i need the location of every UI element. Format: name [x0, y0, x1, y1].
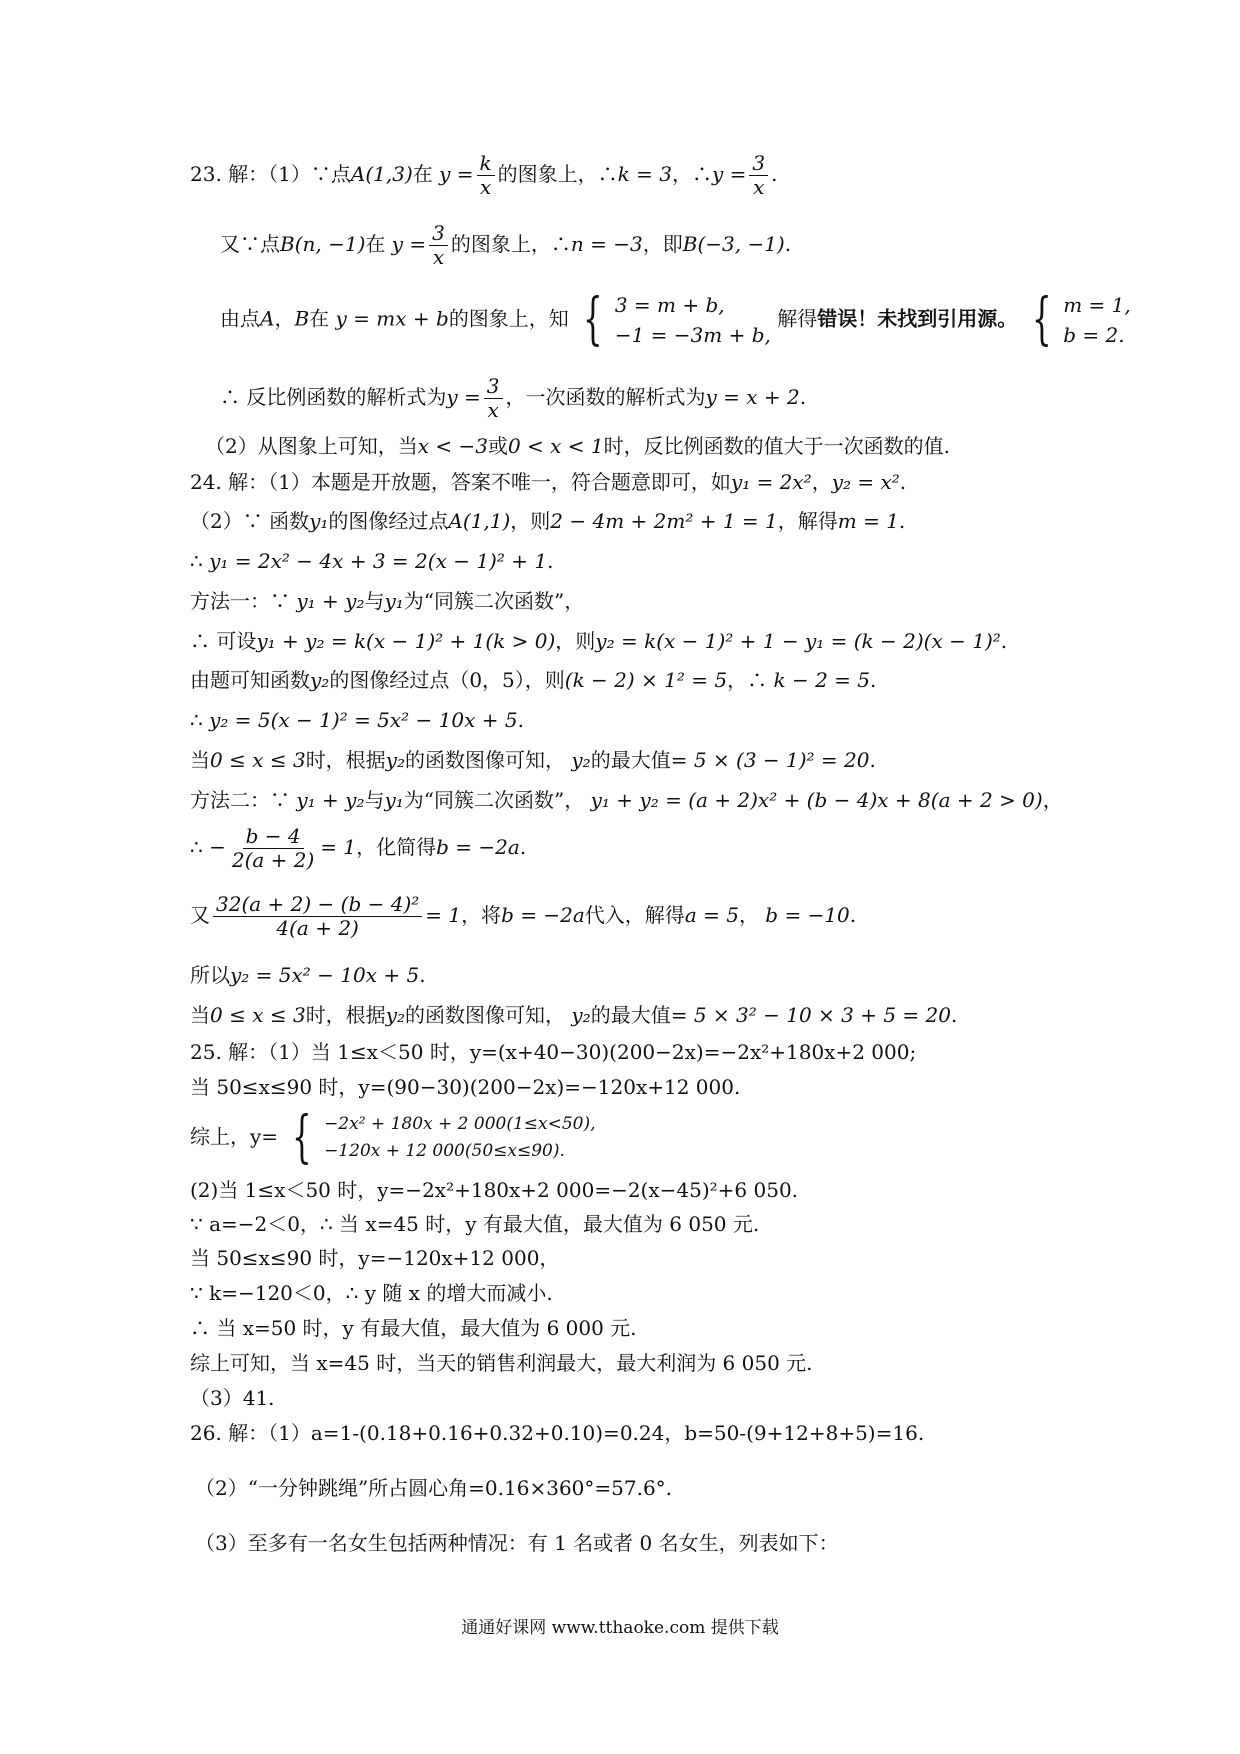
q24-line-11: 又 $\frac{\text{32(a + 2) − (b − 4)²}}{4(a + 2)}$ = 1，将b = −2a代入，解得a = 5， b = −10. — [190, 892, 857, 940]
q25-line-2: 当 50≤x≤90 时，y=(90−30)(200−2x)=−120x+12 000. — [190, 1075, 741, 1099]
q26-line-2: （2）“一分钟跳绳”所占圆心角=0.16×360°=57.6°. — [195, 1476, 673, 1500]
q25-line-9: 综上可知，当 x=45 时，当天的销售利润最大，最大利润为 6 050 元. — [190, 1351, 813, 1375]
q24-line-2: （2）∵ 函数y₁的图像经过点A(1,1)，则2 − 4m + 2m² + 1 = 1，解得m = 1. — [190, 509, 906, 533]
q25-line-4: (2)当 1≤x＜50 时，y=−2x²+180x+2 000=−2(x−45)²+6 050. — [190, 1178, 799, 1202]
fraction-vertex-formula: $\frac{\text{32(a + 2) − (b − 4)²}}{4(a + 2)}$ — [213, 893, 422, 940]
q23-line-3: 由点A，B在 y = mx + b的图象上，知 { 3 = m + b, −1 = −3m + b, 解得错误！未找到引用源。 { m = 1, b = 2. — [220, 287, 1131, 352]
piecewise-function: { −2x² + 180x + 2 000(1≤x<50), −120x + 12 000(50≤x≤90). — [292, 1105, 596, 1170]
equation-system-1: { 3 = m + b, −1 = −3m + b, — [583, 287, 771, 352]
q23-line-1: 23. 解：（1）∵点A(1,3)在 y = $\frac{k}{x}$ 的图象上，∴k = 3，∴y = $\frac{3}{x}$ . — [190, 151, 778, 199]
q25-line-5: ∵ a=−2＜0，∴ 当 x=45 时，y 有最大值，最大值为 6 050 元. — [190, 1212, 760, 1236]
q24-line-9: 方法二：∵ y₁ + y₂与y₁为“同簇二次函数”， y₁ + y₂ = (a + 2)x² + (b − 4)x + 8(a + 2 > 0)， — [190, 788, 1063, 812]
q24-line-3: ∴ y₁ = 2x² − 4x + 3 = 2(x − 1)² + 1. — [190, 549, 554, 573]
reference-error-text: 错误！未找到引用源。 — [817, 306, 1018, 331]
q25-line-8: ∴ 当 x=50 时，y 有最大值，最大值为 6 000 元. — [190, 1316, 637, 1340]
equation-system-2: { m = 1, b = 2. — [1031, 287, 1131, 352]
q25-line-7: ∵ k=−120＜0，∴ y 随 x 的增大而减小. — [190, 1281, 553, 1305]
q26-line-3: （3）至多有一名女生包括两种情况：有 1 名或者 0 名女生，列表如下： — [195, 1531, 839, 1555]
q24-line-1: 24. 解：（1）本题是开放题，答案不唯一，符合题意即可，如y₁ = 2x²，y₂ = x². — [190, 470, 907, 494]
q25-line-1: 25. 解：（1）当 1≤x＜50 时，y=(x+40−30)(200−2x)=−2x²+180x+2 000; — [190, 1040, 917, 1064]
fraction-b-minus-4: $\frac{b - 4}{2(a + 2)}$ — [231, 824, 315, 872]
fraction-k-over-x: $\frac{k}{x}$ — [477, 152, 495, 199]
q25-line-6: 当 50≤x≤90 时，y=−120x+12 000， — [190, 1246, 560, 1270]
q24-line-5: ∴ 可设y₁ + y₂ = k(x − 1)² + 1(k > 0)，则y₂ = k(x − 1)² + 1 − y₁ = (k − 2)(x − 1)². — [190, 629, 1008, 653]
q24-line-6: 由题可知函数y₂的图像经过点（0，5），则(k − 2) × 1² = 5，∴ k − 2 = 5. — [190, 668, 877, 692]
fraction-3-over-x: $\frac{3}{x}$ — [429, 222, 448, 269]
fraction-3-over-x: $\frac{3}{x}$ — [484, 375, 503, 422]
q24-line-12: 所以y₂ = 5x² − 10x + 5. — [190, 963, 426, 987]
q24-line-13: 当0 ≤ x ≤ 3时，根据y₂的函数图像可知， y₂的最大值= 5 × 3² − 10 × 3 + 5 = 20. — [190, 1003, 958, 1027]
q23-line-4: ∴ 反比例函数的解析式为y = $\frac{3}{x}$ ，一次函数的解析式为y = x + 2. — [220, 374, 807, 422]
q23-line-5: （2）从图象上可知，当x < −3或0 < x < 1时，反比例函数的值大于一次函数的值. — [205, 434, 951, 458]
q24-line-4: 方法一：∵ y₁ + y₂与y₁为“同簇二次函数”， — [190, 589, 585, 613]
q24-line-10: ∴ − $\frac{b - 4}{2(a + 2)}$ = 1，化简得b = −2a. — [190, 824, 527, 872]
fraction-3-over-x: $\frac{3}{x}$ — [749, 152, 768, 199]
q24-line-7: ∴ y₂ = 5(x − 1)² = 5x² − 10x + 5. — [190, 708, 524, 732]
q26-line-1: 26. 解：（1）a=1-(0.18+0.16+0.32+0.10)=0.24，b=50-(9+12+8+5)=16. — [190, 1421, 925, 1445]
q23-line-2: 又∵点B(n, −1)在 y = $\frac{3}{x}$ 的图象上，∴n = −3，即B(−3, −1). — [220, 221, 792, 269]
page-footer: 通通好课网 www.tthaoke.com 提供下载 — [461, 1618, 779, 1638]
q25-line-3: 综上，y= { −2x² + 180x + 2 000(1≤x<50), −120x + 12 000(50≤x≤90). — [190, 1105, 596, 1170]
q24-line-8: 当0 ≤ x ≤ 3时，根据y₂的函数图像可知， y₂的最大值= 5 × (3 − 1)² = 20. — [190, 748, 876, 772]
q25-line-10: （3）41. — [190, 1386, 275, 1410]
